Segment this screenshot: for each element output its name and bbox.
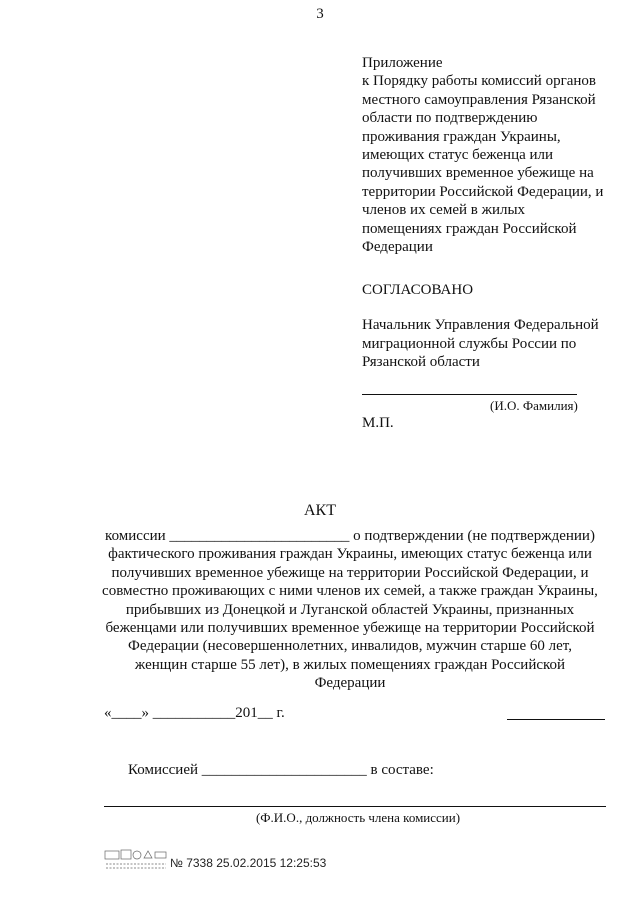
- signature-caption: (И.О. Фамилия): [490, 398, 578, 413]
- act-body-line: получивших временное убежище на территории Российской Федерации, и: [111, 564, 589, 581]
- appendix-line: к Порядку работы комиссий органов: [362, 73, 597, 90]
- member-fill-line: [104, 806, 606, 807]
- appendix-line: помещениях граждан Российской: [362, 220, 577, 237]
- approval-position: [362, 316, 624, 372]
- act-body-line: совместно проживающих с ними членов их семей, а также граждан Украины,: [102, 583, 598, 600]
- act-date-line: «____» ___________201__ г.: [104, 705, 285, 721]
- act-body-line: женщин старше 55 лет), в жилых помещениях граждан Российской: [134, 656, 566, 673]
- appendix-line: области по подтверждению: [362, 110, 538, 127]
- appendix-line: местного самоуправления Рязанской: [362, 91, 596, 108]
- approval-position-line: Рязанской области: [362, 354, 480, 370]
- signature-line: [362, 394, 577, 395]
- approval-position-line: миграционной службы России по: [362, 335, 577, 352]
- member-caption: (Ф.И.О., должность члена комиссии): [255, 810, 461, 825]
- seal-placeholder: М.П.: [362, 415, 394, 431]
- act-body-line: Федерации: [314, 675, 386, 692]
- appendix-line: получивших временное убежище на: [362, 165, 594, 182]
- act-body-line: Федерации (несовершеннолетних, инвалидов, мужчин старше 60 лет,: [128, 638, 572, 655]
- appendix-line: проживания граждан Украины,: [362, 128, 561, 145]
- approval-position-line: Начальник Управления Федеральной: [362, 317, 599, 333]
- act-body: [60, 527, 640, 693]
- act-body-line: прибывших из Донецкой и Луганской областей Украины, признанных: [125, 601, 575, 618]
- appendix-line: членов их семей в жилых: [362, 202, 526, 219]
- approval-heading: СОГЛАСОВАНО: [362, 282, 474, 298]
- act-body-line: фактического проживания граждан Украины, имеющих статус беженца или: [108, 546, 592, 563]
- registry-stamp-text: № 7338 25.02.2015 12:25:53: [170, 856, 327, 870]
- appendix-line: территории Российской Федерации, и: [362, 183, 604, 200]
- act-body-line: беженцами или получивших временное убежище на территории Российской: [105, 620, 595, 637]
- act-body-line: комиссии ________________________ о подтверждении (не подтверждении): [105, 528, 595, 544]
- appendix-line: имеющих статус беженца или: [362, 147, 554, 164]
- commission-line: Комиссией ______________________ в составе:: [128, 762, 434, 778]
- act-title: АКТ: [304, 502, 336, 519]
- appendix-block: [362, 54, 624, 256]
- act-place-blank: [507, 719, 605, 720]
- appendix-line: Приложение: [362, 55, 443, 71]
- page-number: 3: [316, 6, 324, 22]
- appendix-line: Федерации: [362, 239, 433, 256]
- registry-stamp-icon: [104, 849, 168, 871]
